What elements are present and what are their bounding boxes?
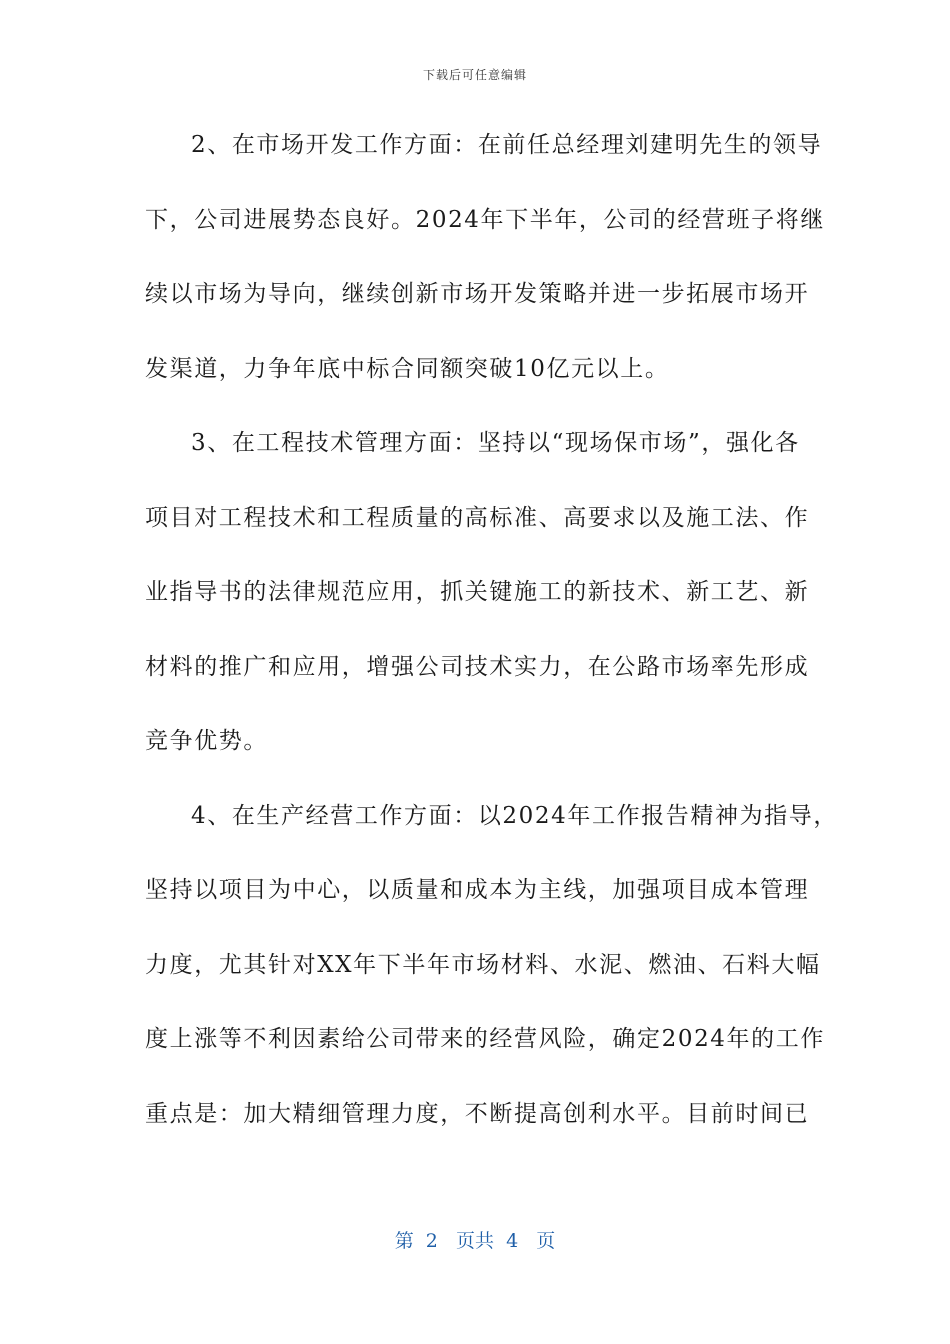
paragraph-3-line-2: 项目对工程技术和工程质量的高标准、高要求以及施工法、作 xyxy=(145,504,810,531)
paragraph-4-line-3: 力度，尤其针对XX年下半年市场材料、水泥、燃油、石料大幅 xyxy=(145,951,821,978)
page-number-footer: 第 2 页共 4 页 xyxy=(394,1230,556,1252)
paragraph-3-line-3: 业指导书的法律规范应用，抓关键施工的新技术、新工艺、新 xyxy=(145,579,810,605)
page-header: 下载后可任意编辑 xyxy=(422,68,527,82)
paragraph-4-line-4: 度上涨等不利因素给公司带来的经营风险，确定2024年的工作 xyxy=(145,1026,825,1052)
paragraph-4-line-2: 坚持以项目为中心，以质量和成本为主线，加强项目成本管理 xyxy=(145,877,810,903)
paragraph-3-line-5: 竞争优势。 xyxy=(145,728,268,754)
paragraph-2-line-4: 发渠道，力争年底中标合同额突破10亿元以上。 xyxy=(145,355,670,382)
paragraph-2-line-3: 续以市场为导向，继续创新市场开发策略并进一步拓展市场开 xyxy=(145,281,810,307)
paragraph-3-line-1: 3、在工程技术管理方面：坚持以“现场保市场”，强化各 xyxy=(191,430,800,456)
paragraph-4-line-1: 4、在生产经营工作方面：以2024年工作报告精神为指导， xyxy=(191,802,838,829)
paragraph-4-line-5: 重点是：加大精细管理力度，不断提高创利水平。目前时间已 xyxy=(145,1100,810,1127)
paragraph-2-line-2: 下，公司进展势态良好。2024年下半年，公司的经营班子将继 xyxy=(145,206,825,233)
document-body xyxy=(145,120,838,1163)
paragraph-3-line-4: 材料的推广和应用，增强公司技术实力，在公路市场率先形成 xyxy=(145,653,810,680)
paragraph-2-line-1: 2、在市场开发工作方面：在前任总经理刘建明先生的领导 xyxy=(191,132,823,158)
